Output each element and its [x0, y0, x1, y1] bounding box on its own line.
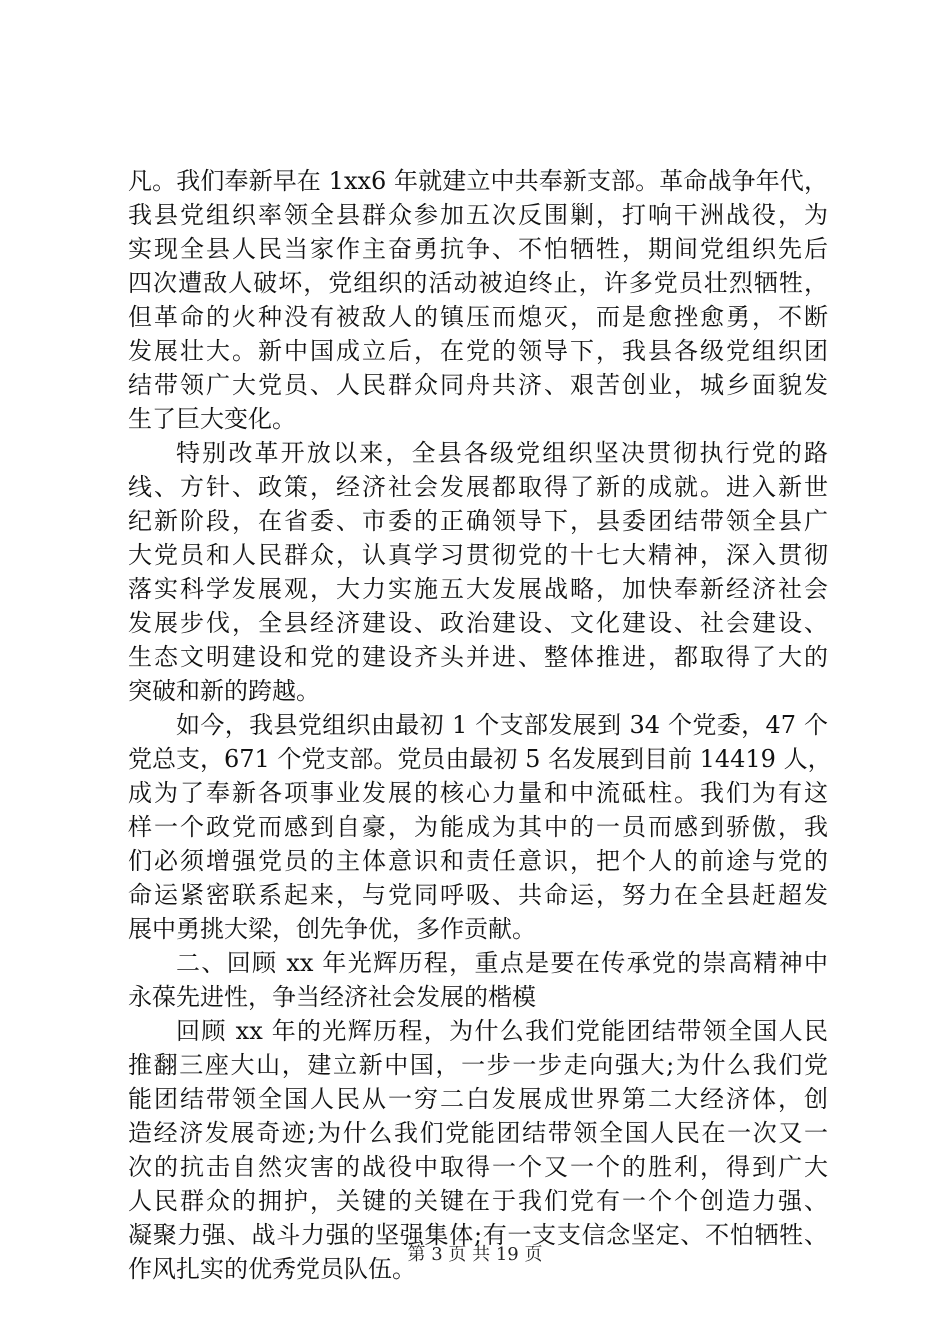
section-heading-line: 二、回顾 xx 年光辉历程，重点是要在传承党的崇高精神中 [176, 949, 828, 977]
text-line: 生态文明建设和党的建设齐头并进、整体推进，都取得了大的 [128, 643, 828, 671]
text-line: 凡。我们奉新早在 1xx6 年就建立中共奉新支部。革命战争年代， [128, 167, 828, 195]
text-line: 凝聚力强、战斗力强的坚强集体;有一支支信念坚定、不怕牺牲、 [128, 1221, 828, 1249]
text-line: 人民群众的拥护，关键的关键在于我们党有一个个创造力强、 [128, 1187, 828, 1215]
page-number-footer: 第 3 页 共 19 页 [407, 1244, 543, 1265]
text-line: 推翻三座大山，建立新中国，一步一步走向强大;为什么我们党 [128, 1051, 828, 1079]
text-line: 发展步伐，全县经济建设、政治建设、文化建设、社会建设、 [128, 609, 828, 637]
text-line: 党总支，671 个党支部。党员由最初 5 名发展到目前 14419 人， [128, 745, 832, 773]
text-line: 结带领广大党员、人民群众同舟共济、艰苦创业，城乡面貌发 [128, 371, 828, 399]
text-line: 落实科学发展观，大力实施五大发展战略，加快奉新经济社会 [128, 575, 828, 603]
text-line: 如今，我县党组织由最初 1 个支部发展到 34 个党委，47 个 [176, 711, 828, 739]
text-line: 们必须增强党员的主体意识和责任意识，把个人的前途与党的 [128, 847, 828, 875]
text-line: 但革命的火种没有被敌人的镇压而熄灭，而是愈挫愈勇，不断 [128, 303, 828, 331]
text-line: 特别改革开放以来，全县各级党组织坚决贯彻执行党的路 [176, 439, 828, 467]
text-line: 突破和新的跨越。 [128, 677, 320, 705]
section-heading-line: 永葆先进性，争当经济社会发展的楷模 [128, 983, 536, 1011]
text-line: 回顾 xx 年的光辉历程，为什么我们党能团结带领全国人民 [176, 1017, 828, 1045]
text-line: 生了巨大变化。 [128, 405, 296, 433]
text-line: 造经济发展奇迹;为什么我们党能团结带领全国人民在一次又一 [128, 1119, 828, 1147]
text-line: 次的抗击自然灾害的战役中取得一个又一个的胜利，得到广大 [128, 1153, 828, 1181]
text-line: 命运紧密联系起来，与党同呼吸、共命运，努力在全县赶超发 [128, 881, 828, 909]
text-line: 实现全县人民当家作主奋勇抗争、不怕牺牲，期间党组织先后 [128, 235, 828, 263]
text-line: 能团结带领全国人民从一穷二白发展成世界第二大经济体，创 [128, 1085, 828, 1113]
text-line: 纪新阶段，在省委、市委的正确领导下，县委团结带领全县广 [128, 507, 828, 535]
text-line: 作风扎实的优秀党员队伍。 [128, 1255, 416, 1283]
text-line: 成为了奉新各项事业发展的核心力量和中流砥柱。我们为有这 [128, 779, 828, 807]
text-line: 大党员和人民群众，认真学习贯彻党的十七大精神，深入贯彻 [128, 541, 828, 569]
text-line: 线、方针、政策，经济社会发展都取得了新的成就。进入新世 [128, 473, 828, 501]
text-line: 样一个政党而感到自豪，为能成为其中的一员而感到骄傲，我 [128, 813, 828, 841]
text-line: 展中勇挑大梁，创先争优，多作贡献。 [128, 915, 536, 943]
text-line: 四次遭敌人破坏，党组织的活动被迫终止，许多党员壮烈牺牲， [128, 269, 828, 297]
text-line: 我县党组织率领全县群众参加五次反围剿，打响干洲战役，为 [128, 201, 828, 229]
text-line: 发展壮大。新中国成立后，在党的领导下，我县各级党组织团 [128, 337, 828, 365]
